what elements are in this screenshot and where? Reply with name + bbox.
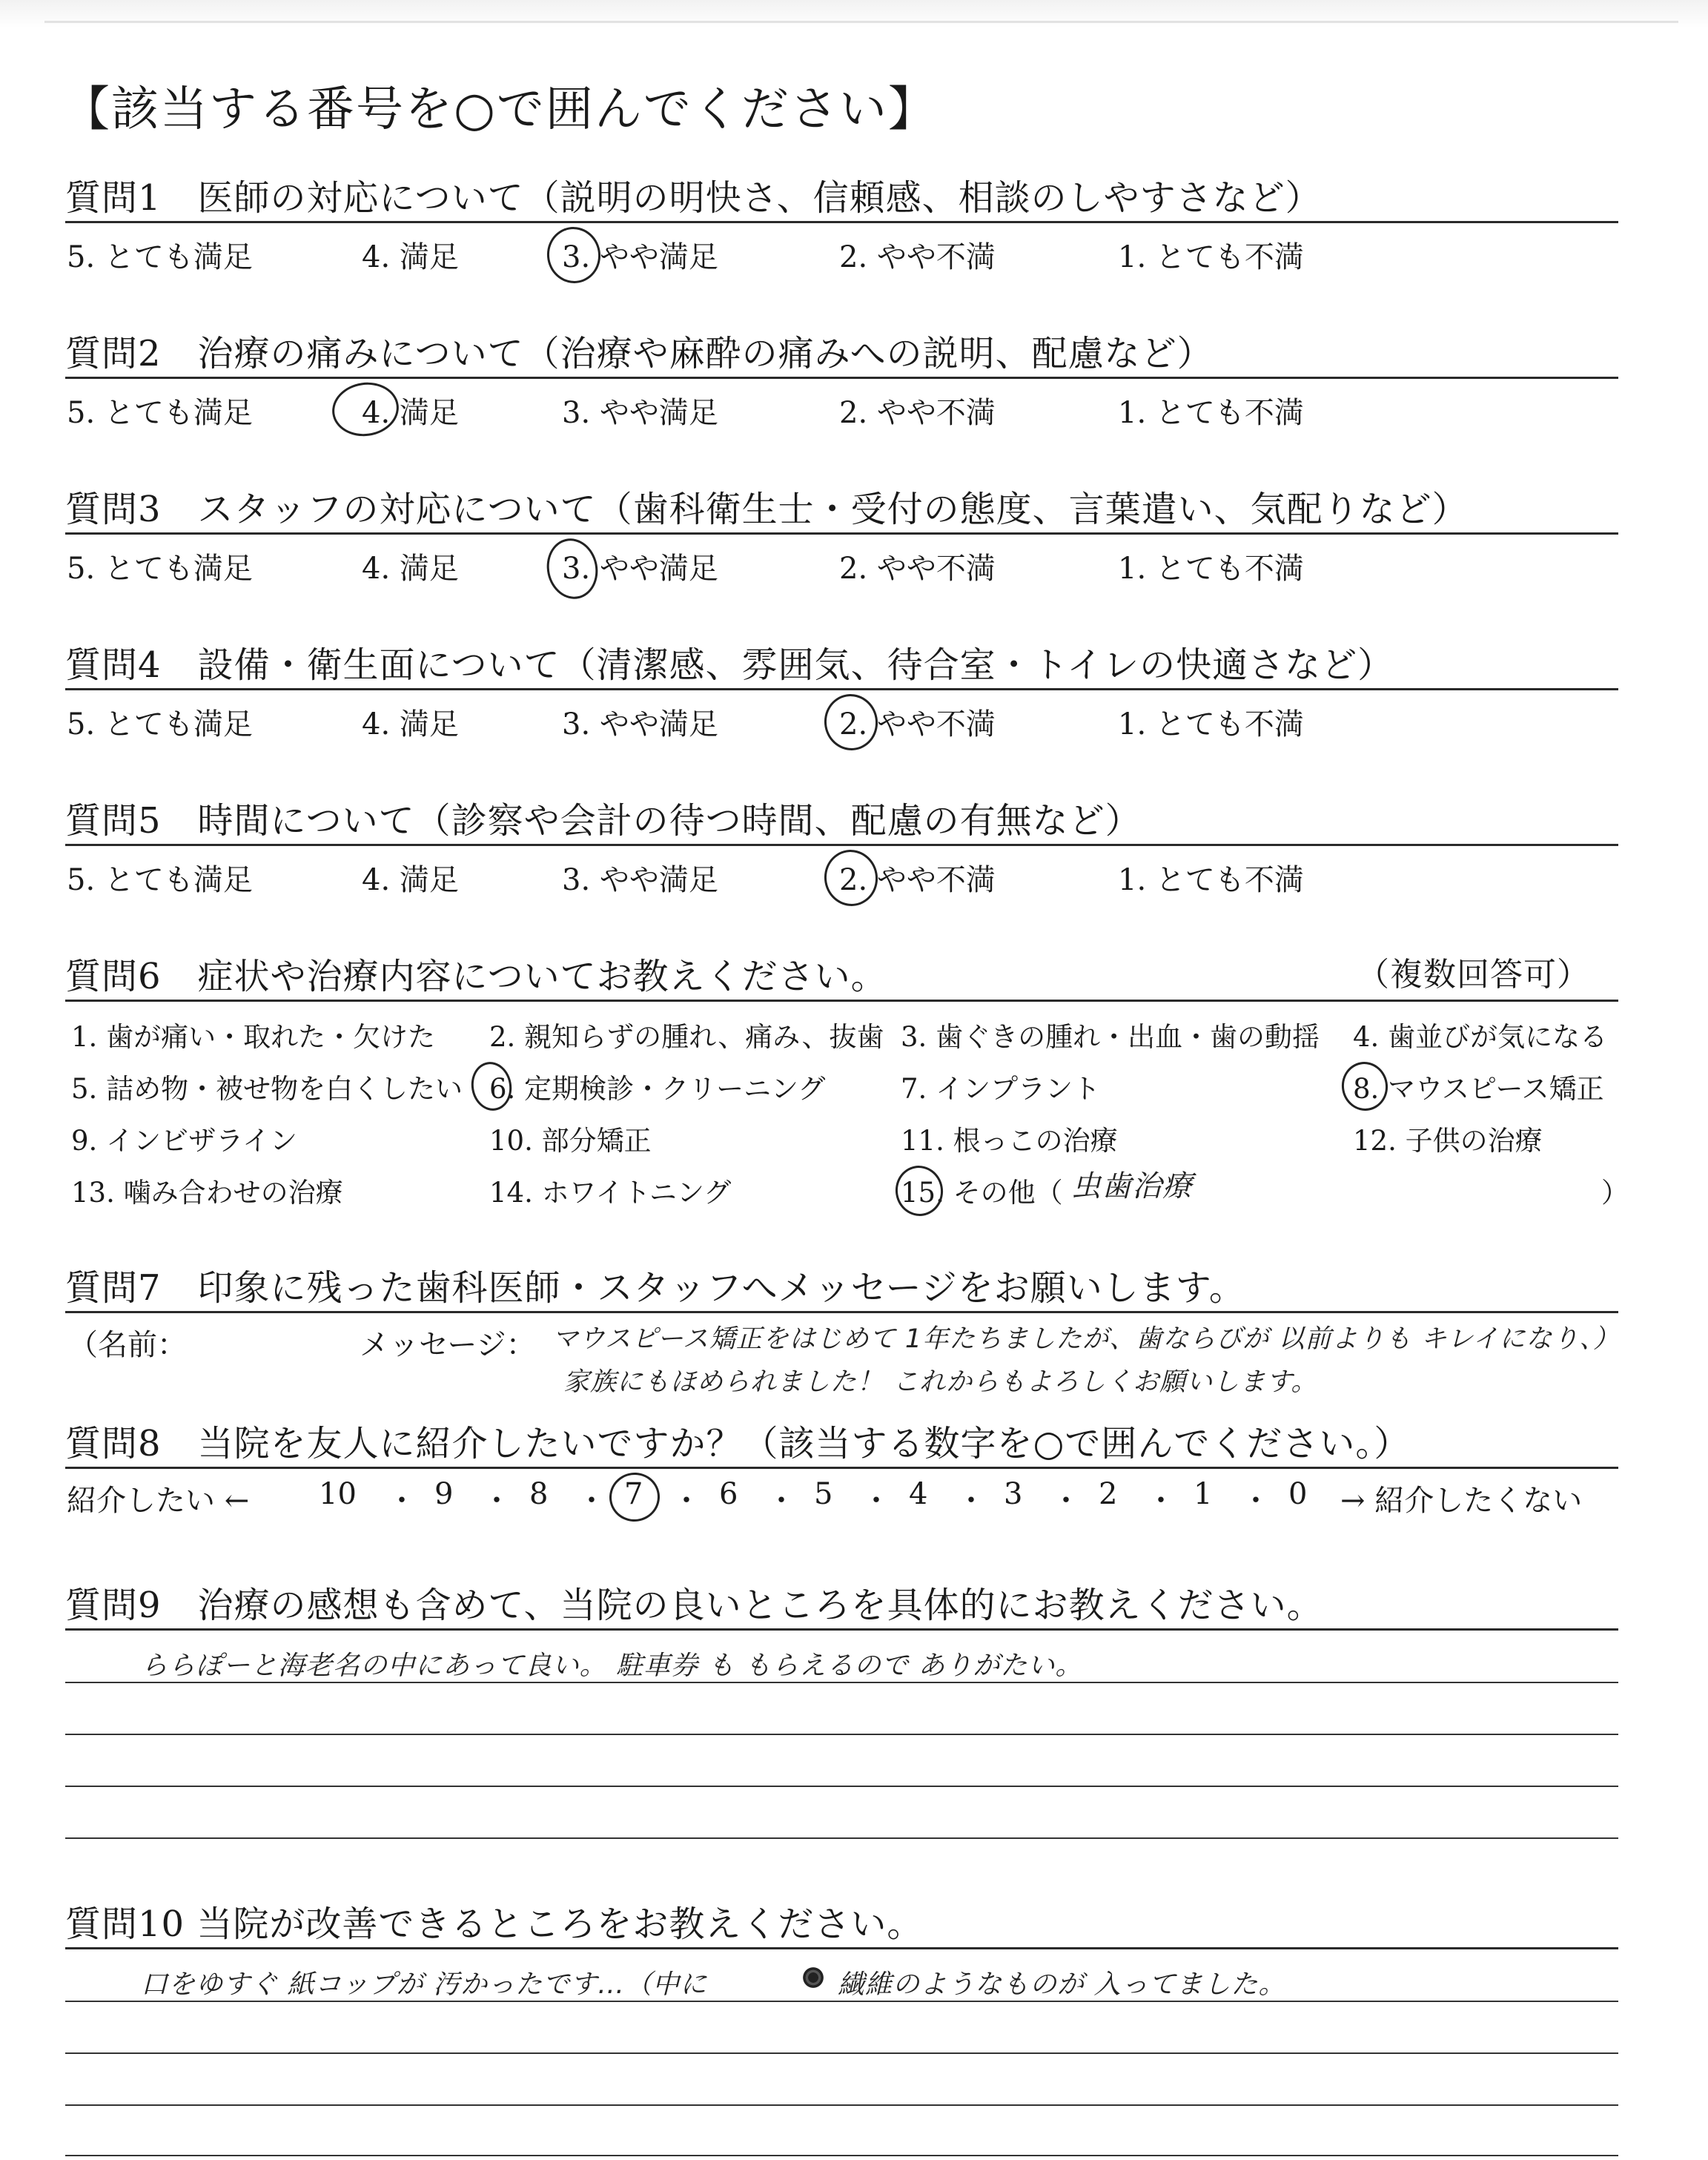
q5-rule	[65, 844, 1618, 846]
q6-title: 質問6 症状や治療内容についてお教えください。	[65, 956, 887, 997]
q1-option-1[interactable]: 1. とても不満	[1118, 240, 1304, 274]
q6-item-11[interactable]: 11. 根っこの治療	[901, 1125, 1118, 1157]
q9-answer-line	[65, 1682, 1618, 1683]
q2-option-4[interactable]: 4. 満足	[362, 396, 459, 430]
q7-title: 質問7 印象に残った歯科医師・スタッフへメッセージをお願いします。	[65, 1267, 1245, 1309]
q9-answer-handwritten: ららぽーと海老名の中にあって良い。 駐車券 も もらえるので ありがたい。	[141, 1651, 1083, 1681]
q3-option-2[interactable]: 2. やや不満	[839, 552, 996, 586]
q6-item-10[interactable]: 10. 部分矯正	[489, 1125, 652, 1157]
q6-item-4[interactable]: 4. 歯並びが気になる	[1353, 1021, 1608, 1053]
q7-message-line-2: 家族にもほめられました！ これからもよろしくお願いします。	[563, 1367, 1318, 1397]
q10-answer-handwritten-a: 口をゆすぐ 紙コップが 汚かったです…（中に	[141, 1969, 708, 2000]
q9-answer-line	[65, 1837, 1618, 1839]
q6-other-handwritten: 虫歯治療	[1071, 1169, 1193, 1203]
q8-dot: ・	[577, 1484, 606, 1518]
q1-option-4[interactable]: 4. 満足	[362, 240, 459, 274]
q4-option-1[interactable]: 1. とても不満	[1118, 707, 1304, 742]
q8-dot: ・	[767, 1484, 796, 1518]
q5-option-1[interactable]: 1. とても不満	[1118, 863, 1304, 897]
q9-answer-line	[65, 1786, 1618, 1787]
q8-number-6[interactable]: 6	[719, 1477, 738, 1511]
q7-message-line-1: マウスピース矯正をはじめて 1年たちましたが、歯ならびが 以前よりも キレイになり、）	[552, 1324, 1620, 1354]
q8-right-label: → 紹介したくない	[1340, 1484, 1583, 1518]
q10-answer-line	[65, 2001, 1618, 2002]
q8-dot: ・	[672, 1484, 701, 1518]
q8-number-0[interactable]: 0	[1288, 1477, 1308, 1511]
q6-other-close: ）	[1601, 1177, 1629, 1209]
page-title: 【該当する番号を○で囲んでください】	[62, 82, 937, 137]
q4-option-5[interactable]: 5. とても満足	[67, 707, 253, 742]
q2-option-1[interactable]: 1. とても不満	[1118, 396, 1304, 430]
q10-rule	[65, 1947, 1618, 1949]
q8-title: 質問8 当院を友人に紹介したいですか？（該当する数字を○で囲んでください。）	[65, 1423, 1411, 1464]
q4-selected-circle	[820, 690, 882, 754]
q8-number-8[interactable]: 8	[529, 1477, 549, 1511]
scan-top-edge	[0, 0, 1708, 28]
q1-option-2[interactable]: 2. やや不満	[839, 240, 996, 274]
q4-rule	[65, 688, 1618, 690]
q5-option-3[interactable]: 3. やや満足	[562, 863, 718, 897]
q8-dot: ・	[861, 1484, 891, 1518]
q6-item-14[interactable]: 14. ホワイトニング	[489, 1177, 732, 1209]
q2-option-5[interactable]: 5. とても満足	[67, 396, 253, 430]
q2-option-2[interactable]: 2. やや不満	[839, 396, 996, 430]
q5-selected-circle	[820, 845, 882, 910]
q8-dot: ・	[387, 1484, 417, 1518]
q8-number-5[interactable]: 5	[814, 1477, 833, 1511]
q2-option-3[interactable]: 3. やや満足	[562, 396, 718, 430]
q6-item-8[interactable]: 8. マウスピース矯正	[1353, 1073, 1604, 1105]
q7-name-label: （名前：	[68, 1328, 187, 1362]
q6-item-6[interactable]: 6. 定期検診・クリーニング	[489, 1073, 826, 1105]
q6-multiple-note: （複数回答可）	[1357, 956, 1590, 994]
q4-title: 質問4 設備・衛生面について（清潔感、雰囲気、待合室・トイレの快適さなど）	[65, 644, 1394, 686]
q6-item-3[interactable]: 3. 歯ぐきの腫れ・出血・歯の動揺	[901, 1021, 1320, 1053]
q1-option-3[interactable]: 3. やや満足	[562, 240, 718, 274]
q8-left-label: 紹介したい ←	[67, 1484, 250, 1518]
q6-item-15[interactable]: 15. その他（	[901, 1177, 1063, 1209]
q6-item-12[interactable]: 12. 子供の治療	[1353, 1125, 1543, 1157]
q8-number-10[interactable]: 10	[319, 1477, 357, 1511]
q6-item-2[interactable]: 2. 親知らずの腫れ、痛み、抜歯	[489, 1021, 884, 1053]
q4-option-3[interactable]: 3. やや満足	[562, 707, 718, 742]
q3-option-1[interactable]: 1. とても不満	[1118, 552, 1304, 586]
q9-rule	[65, 1628, 1618, 1631]
q8-rule	[65, 1467, 1618, 1469]
q10-answer-handwritten-b: 繊維のようなものが 入ってました。	[838, 1969, 1286, 2000]
q6-item-5[interactable]: 5. 詰め物・被せ物を白くしたい	[71, 1073, 463, 1105]
q10-answer-line	[65, 2052, 1618, 2054]
q6-item-13[interactable]: 13. 噛み合わせの治療	[71, 1177, 343, 1209]
q8-dot: ・	[482, 1484, 512, 1518]
q3-selected-circle	[541, 534, 603, 604]
q5-option-2[interactable]: 2. やや不満	[839, 863, 996, 897]
q3-option-3[interactable]: 3. やや満足	[562, 552, 718, 586]
q4-option-4[interactable]: 4. 満足	[362, 707, 459, 742]
q3-rule	[65, 532, 1618, 535]
q8-dot: ・	[1051, 1484, 1081, 1518]
q8-selected-circle	[606, 1470, 663, 1525]
q1-rule	[65, 221, 1618, 223]
q9-title: 質問9 治療の感想も含めて、当院の良いところを具体的にお教えください。	[65, 1585, 1323, 1626]
q10-title: 質問10 当院が改善できるところをお教えください。	[65, 1903, 924, 1945]
q6-item-1[interactable]: 1. 歯が痛い・取れた・欠けた	[71, 1021, 436, 1053]
q9-answer-line	[65, 1734, 1618, 1735]
q5-option-4[interactable]: 4. 満足	[362, 863, 459, 897]
q2-title: 質問2 治療の痛みについて（治療や麻酔の痛みへの説明、配慮など）	[65, 333, 1214, 374]
q7-message-label: メッセージ：	[360, 1328, 536, 1362]
q3-title: 質問3 スタッフの対応について（歯科衛生士・受付の態度、言葉遣い、気配りなど）	[65, 489, 1469, 530]
q1-title: 質問1 医師の対応について（説明の明快さ、信頼感、相談のしやすさなど）	[65, 177, 1322, 219]
q8-number-4[interactable]: 4	[909, 1477, 928, 1511]
q7-rule	[65, 1311, 1618, 1313]
q6-item-9[interactable]: 9. インビザライン	[71, 1125, 297, 1157]
q8-dot: ・	[956, 1484, 986, 1518]
q10-answer-line	[65, 2104, 1618, 2106]
q3-option-4[interactable]: 4. 満足	[362, 552, 459, 586]
q8-dot: ・	[1146, 1484, 1176, 1518]
q8-number-2[interactable]: 2	[1099, 1477, 1118, 1511]
q1-selected-circle	[543, 222, 605, 287]
q8-number-3[interactable]: 3	[1004, 1477, 1023, 1511]
q8-number-1[interactable]: 1	[1194, 1477, 1213, 1511]
q10-answer-line	[65, 2155, 1618, 2156]
q1-option-5[interactable]: 5. とても満足	[67, 240, 253, 274]
q10-scribble-mark	[801, 1966, 826, 1989]
q8-dot: ・	[1241, 1484, 1271, 1518]
q3-option-5[interactable]: 5. とても満足	[67, 552, 253, 586]
q6-item-7[interactable]: 7. インプラント	[901, 1073, 1101, 1105]
q2-rule	[65, 377, 1618, 379]
q6-rule	[65, 1000, 1618, 1002]
q8-number-7[interactable]: 7	[624, 1477, 643, 1511]
q4-option-2[interactable]: 2. やや不満	[839, 707, 996, 742]
q5-title: 質問5 時間について（診察や会計の待つ時間、配慮の有無など）	[65, 800, 1142, 842]
q5-option-5[interactable]: 5. とても満足	[67, 863, 253, 897]
q8-number-9[interactable]: 9	[434, 1477, 454, 1511]
